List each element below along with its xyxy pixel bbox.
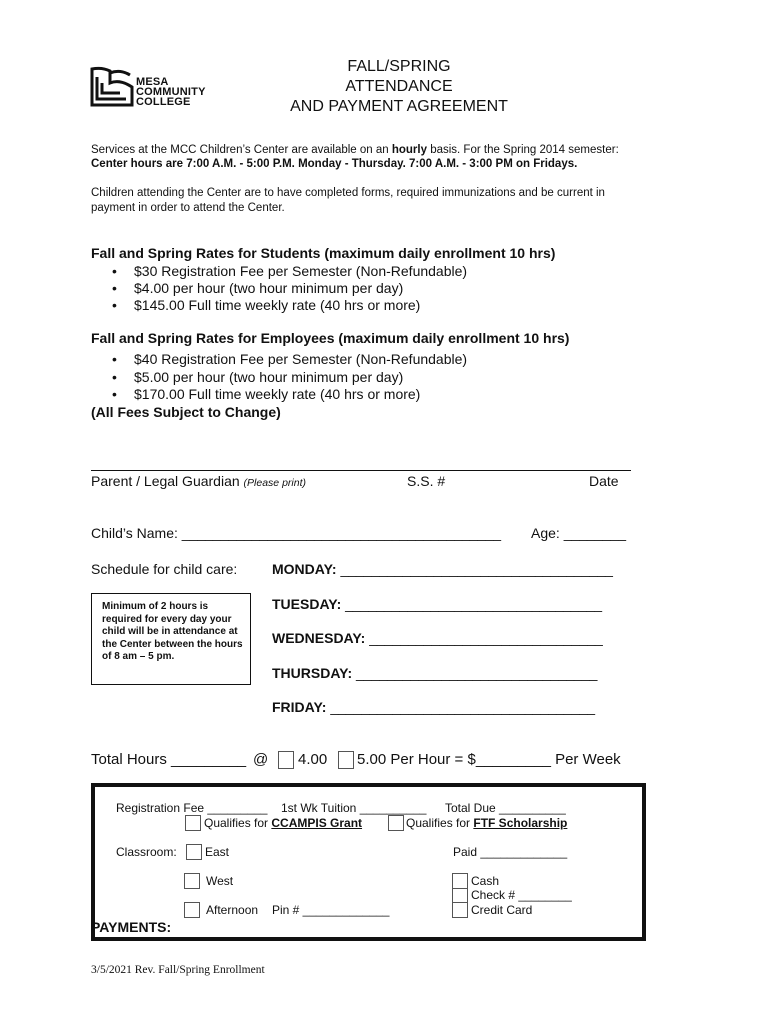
tuesday-label: TUESDAY: <box>272 596 346 612</box>
at-sign: @ <box>253 751 269 768</box>
age-row <box>531 525 626 541</box>
child-name-row <box>91 525 501 541</box>
west-label: West <box>206 874 234 888</box>
credit-card-label: Credit Card <box>471 903 533 917</box>
paid-field[interactable]: Paid _____________ <box>453 845 568 859</box>
employee-rate-text: $170.00 Full time weekly rate (40 hrs or more) <box>134 386 421 402</box>
student-rate-item <box>112 280 403 296</box>
rate-5-checkbox[interactable] <box>338 751 354 769</box>
ccampis-checkbox[interactable] <box>185 815 201 831</box>
check-number-field[interactable]: Check # ________ <box>471 888 572 902</box>
bullet: • <box>112 263 117 279</box>
west-checkbox[interactable] <box>184 873 200 889</box>
employee-rate-item <box>112 369 403 385</box>
employee-rate-text: $40 Registration Fee per Semester (Non-Refundable) <box>134 351 468 367</box>
friday-row <box>272 699 595 715</box>
requirements-line-1: Children attending the Center are to have completed forms, required immunizations and be current in <box>91 187 605 199</box>
signature-line[interactable] <box>91 470 631 471</box>
wednesday-label: WEDNESDAY: <box>272 630 370 646</box>
credit-card-checkbox[interactable] <box>452 902 468 918</box>
friday-label: FRIDAY: <box>272 699 331 715</box>
afternoon-checkbox[interactable] <box>184 902 200 918</box>
mesa-logo-icon <box>90 65 134 109</box>
bullet: • <box>112 280 117 296</box>
schedule-label: Schedule for child care: <box>91 561 238 577</box>
monday-row <box>272 561 613 577</box>
wednesday-row <box>272 630 603 646</box>
thursday-row <box>272 665 597 681</box>
intro-hourly: hourly <box>391 144 427 156</box>
guardian-text: Parent / Legal Guardian <box>91 473 240 489</box>
rate-4-label: 4.00 <box>298 751 328 768</box>
intro-text-c: basis. For the Spring 2014 semester: <box>427 144 619 156</box>
employee-rates-heading: Fall and Spring Rates for Employees (maximum daily enrollment 10 hrs) <box>91 330 570 346</box>
qualifies-label: Qualifies for <box>204 816 272 830</box>
monday-field[interactable]: ___________________________________ <box>340 561 613 577</box>
title-line-1: FALL/SPRING <box>347 58 451 75</box>
total-hours-label: Total Hours <box>91 751 172 768</box>
total-hours-field[interactable]: _________ <box>171 751 247 768</box>
page-title <box>240 57 558 117</box>
employee-rate-item <box>112 386 420 402</box>
student-rate-text: $4.00 per hour (two hour minimum per day) <box>134 280 404 296</box>
rate-5-row <box>357 751 621 768</box>
thursday-field[interactable]: _______________________________ <box>356 665 598 681</box>
student-rate-text: $145.00 Full time weekly rate (40 hrs or more) <box>134 297 421 313</box>
afternoon-label: Afternoon <box>206 903 259 917</box>
total-due-field[interactable]: Total Due __________ <box>445 801 566 815</box>
bullet: • <box>112 351 117 367</box>
per-week-label: Per Week <box>550 751 621 768</box>
minimum-hours-note: Minimum of 2 hours is required for every day your child will be in attendance at the Center between the hours of 8 am – 5 pm. <box>102 601 243 662</box>
fees-subject-to-change: (All Fees Subject to Change) <box>91 404 281 420</box>
logo-line-1: MESA <box>136 76 169 88</box>
registration-fee-field[interactable]: Registration Fee _________ <box>116 801 268 815</box>
ftf-row <box>406 816 567 830</box>
amount-field[interactable]: _________ <box>475 751 551 768</box>
ftf-label: FTF Scholarship <box>473 816 568 830</box>
bullet: • <box>112 386 117 402</box>
please-print-note: (Please print) <box>243 477 306 489</box>
child-name-field[interactable]: _________________________________________ <box>181 525 502 541</box>
bullet: • <box>112 369 117 385</box>
classroom-label: Classroom: <box>116 845 177 859</box>
center-hours: Center hours are 7:00 A.M. - 5:00 P.M. Monday - Thursday. 7:00 A.M. - 3:00 PM on Fridays. <box>91 158 578 170</box>
cash-label: Cash <box>471 874 500 888</box>
friday-field[interactable]: __________________________________ <box>330 699 596 715</box>
intro-text-a: Services at the MCC Children’s Center are available on an <box>91 144 392 156</box>
rate-5-label: 5.00 Per Hour = $ <box>357 751 476 768</box>
requirements-line-2: payment in order to attend the Center. <box>91 202 285 214</box>
monday-label: MONDAY: <box>272 561 341 577</box>
age-field[interactable]: ________ <box>563 525 626 541</box>
first-week-tuition-field[interactable]: 1st Wk Tuition __________ <box>281 801 427 815</box>
payments-heading: PAYMENTS: <box>91 919 172 935</box>
student-rate-item <box>112 297 420 313</box>
title-line-2: ATTENDANCE <box>345 78 453 95</box>
east-label: East <box>205 845 230 859</box>
minimum-hours-note-box <box>91 593 251 685</box>
date-label: Date <box>589 473 619 489</box>
total-hours-row <box>91 751 246 768</box>
college-logo <box>90 65 230 109</box>
logo-line-2: COMMUNITY <box>136 86 206 98</box>
pin-field[interactable]: Pin # _____________ <box>272 903 390 917</box>
ccampis-label: CCAMPIS Grant <box>271 816 363 830</box>
student-rate-text: $30 Registration Fee per Semester (Non-Refundable) <box>134 263 468 279</box>
thursday-label: THURSDAY: <box>272 665 357 681</box>
child-name-label: Child’s Name: <box>91 525 182 541</box>
title-line-3: AND PAYMENT AGREEMENT <box>290 98 508 115</box>
ftf-checkbox[interactable] <box>388 815 404 831</box>
cash-checkbox[interactable] <box>452 873 468 889</box>
employee-rate-item <box>112 351 467 367</box>
logo-line-3: COLLEGE <box>136 96 191 108</box>
intro-line-1 <box>91 144 619 156</box>
ss-label: S.S. # <box>407 473 446 489</box>
bullet: • <box>112 297 117 313</box>
guardian-label <box>91 473 306 489</box>
logo-wordmark <box>136 77 206 107</box>
east-checkbox[interactable] <box>186 844 202 860</box>
tuesday-field[interactable]: _________________________________ <box>345 596 603 612</box>
wednesday-field[interactable]: ______________________________ <box>369 630 603 646</box>
age-label: Age: <box>531 525 564 541</box>
employee-rate-text: $5.00 per hour (two hour minimum per day) <box>134 369 404 385</box>
rate-4-checkbox[interactable] <box>278 751 294 769</box>
footer-revision: 3/5/2021 Rev. Fall/Spring Enrollment <box>91 964 265 976</box>
student-rates-heading: Fall and Spring Rates for Students (maximum daily enrollment 10 hrs) <box>91 245 556 261</box>
qualifies-label: Qualifies for <box>406 816 474 830</box>
ccampis-row <box>204 816 362 830</box>
tuesday-row <box>272 596 602 612</box>
student-rate-item <box>112 263 467 279</box>
